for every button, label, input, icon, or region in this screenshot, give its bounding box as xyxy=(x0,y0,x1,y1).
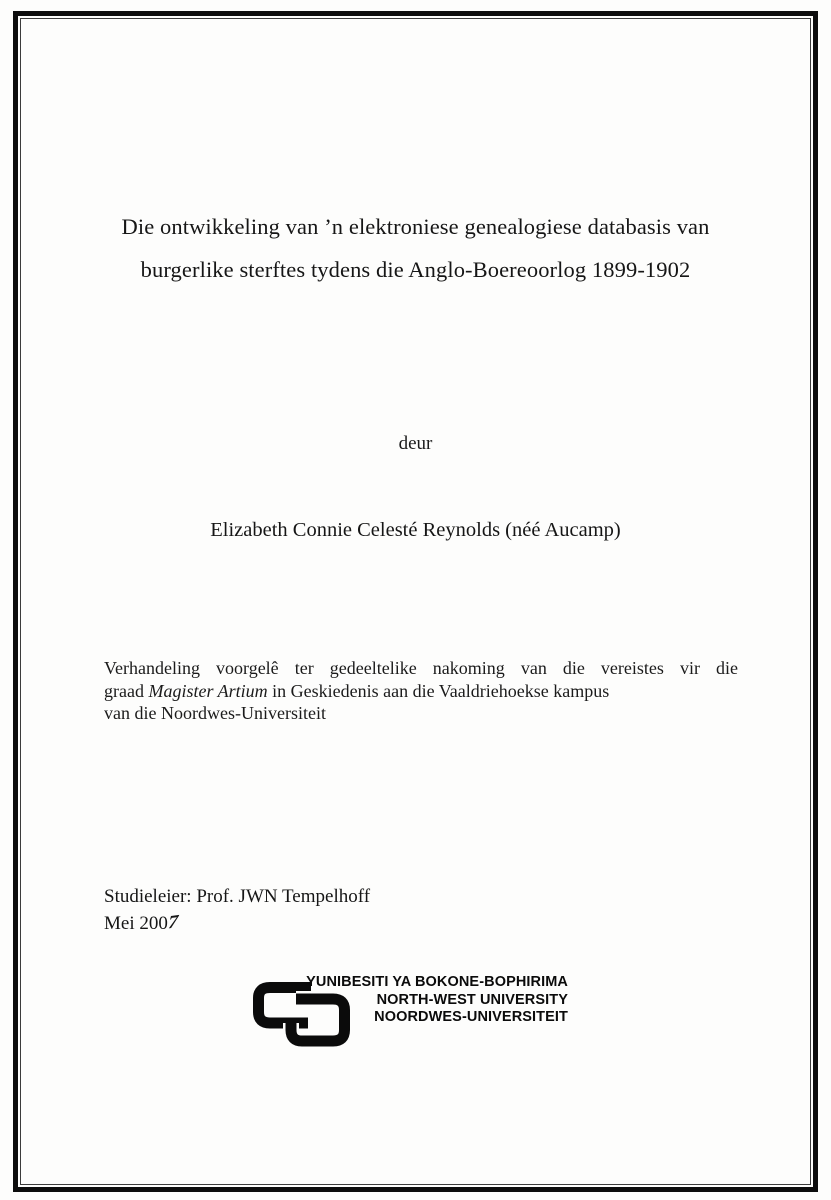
statement-line-1: Verhandeling voorgelê ter gedeeltelike nakoming van die vereistes vir die xyxy=(104,658,738,678)
byline-deur-label: deur xyxy=(398,433,433,454)
date-line xyxy=(104,910,370,937)
statement-line-2-prefix: graad xyxy=(104,680,149,701)
statement-line-3: van die Noordwes-Universiteit xyxy=(104,703,326,723)
date-final-digit: 7 xyxy=(165,911,181,934)
statement-line-2-suffix: in Geskiedenis aan die Vaaldriehoekse kampus xyxy=(267,680,610,701)
logo-wordmark xyxy=(306,974,568,1027)
statement-line-2 xyxy=(104,680,738,703)
logo-wordmark-line-2: NORTH-WEST UNIVERSITY xyxy=(376,991,568,1008)
thesis-title xyxy=(40,206,791,291)
supervisor-and-date xyxy=(104,883,370,937)
supervisor-line: Studieleier: Prof. JWN Tempelhoff xyxy=(104,886,371,907)
university-logo xyxy=(253,970,568,1062)
thesis-statement xyxy=(104,657,738,725)
logo-wordmark-line-1: YUNIBESITI YA BOKONE-BOPHIRIMA xyxy=(306,974,568,990)
date-prefix: Mei 200 xyxy=(104,913,168,934)
degree-name-italic: Magister Artium xyxy=(148,680,268,701)
author-name: Elizabeth Connie Celesté Reynolds (néé Aucamp) xyxy=(210,519,621,541)
thesis-title-line-1: Die ontwikkeling van ’n elektroniese genealogiese databasis van xyxy=(121,214,710,239)
logo-wordmark-line-3: NOORDWES-UNIVERSITEIT xyxy=(374,1009,568,1025)
thesis-title-line-2: burgerlike sterftes tydens die Anglo-Boereoorlog 1899-1902 xyxy=(140,256,691,282)
